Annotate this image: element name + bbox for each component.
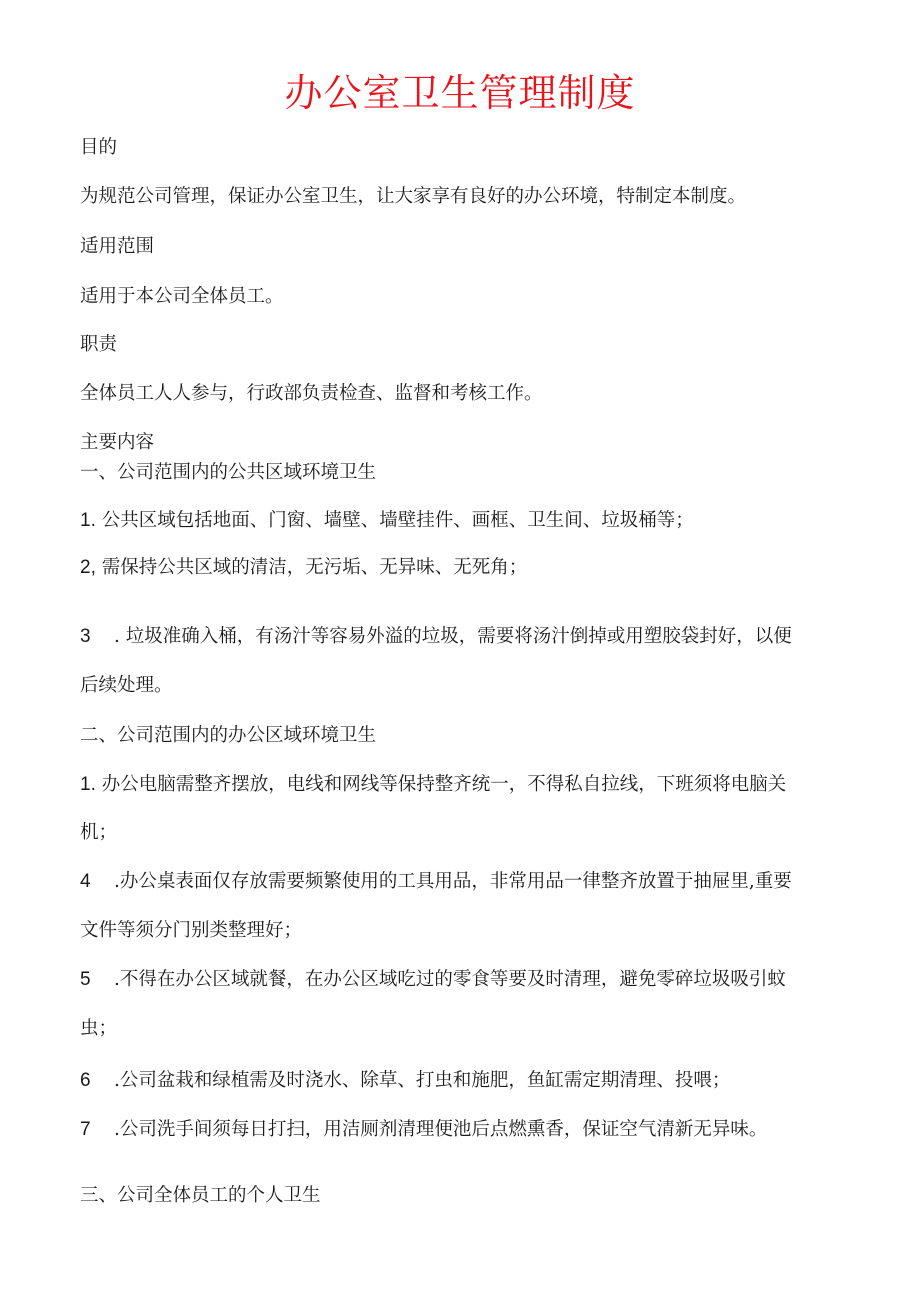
- item-text: .公司盆栽和绿植需及时浇水、除草、打虫和施肥，鱼缸需定期清理、投喂；: [114, 1070, 731, 1091]
- item-text: 公共区域包括地面、门窗、墙壁、墙壁挂件、画框、卫生间、垃圾桶等；: [101, 510, 694, 531]
- section2-item-4-continuation: 文件等须分门别类整理好；: [80, 920, 303, 941]
- document-title: 办公室卫生管理制度: [284, 71, 636, 115]
- section1-item-2: [80, 555, 860, 581]
- section1-item-1: [80, 508, 860, 534]
- section2-item-1: [80, 772, 860, 798]
- item-text: .不得在办公区域就餐，在办公区域吃过的零食等要及时清理，避免零碎垃圾吸引蚊: [114, 969, 786, 990]
- scope-text: 适用于本公司全体员工。: [80, 286, 284, 307]
- section2-item-1-continuation: 机；: [80, 822, 118, 843]
- item-number: 1.: [80, 510, 96, 531]
- section2-item-5-continuation: 虫；: [80, 1018, 118, 1039]
- section1-item-3-continuation: 后续处理。: [80, 675, 173, 696]
- item-number: 7: [80, 1119, 91, 1140]
- item-text: .公司洗手间须每日打扫，用洁厕剂清理便池后点燃熏香，保证空气清新无异味。: [114, 1119, 768, 1140]
- item-number: 5: [80, 969, 91, 990]
- item-text: .办公桌表面仅存放需要频繁使用的工具用品，非常用品一律整齐放置于抽屉里,重要: [114, 871, 792, 892]
- duty-heading: 职责: [80, 334, 118, 355]
- item-text: . 垃圾准确入桶，有汤汁等容易外溢的垃圾，需要将汤汁倒掉或用塑胶袋封好，以便: [114, 626, 792, 647]
- section2-item-4: [80, 869, 860, 895]
- section1-item-3: [80, 624, 860, 650]
- section2-item-5: [80, 967, 860, 993]
- item-text: 办公电脑需整齐摆放，电线和网线等保持整齐统一，不得私自拉线，下班须将电脑关: [101, 774, 787, 795]
- content-heading: 主要内容: [80, 432, 155, 453]
- section2-heading: 二、公司范围内的办公区域环境卫生: [80, 725, 377, 746]
- item-number: 6: [80, 1070, 91, 1091]
- item-number: 4: [80, 871, 91, 892]
- purpose-heading: 目的: [80, 137, 118, 158]
- scope-heading: 适用范围: [80, 236, 155, 257]
- purpose-text: 为规范公司管理，保证办公室卫生，让大家享有良好的办公环境，特制定本制度。: [80, 186, 747, 207]
- item-number: 3: [80, 626, 91, 647]
- section2-item-7: [80, 1117, 860, 1143]
- section1-heading: 一、公司范围内的公共区域环境卫生: [80, 462, 377, 483]
- item-text: 需保持公共区域的清洁，无污垢、无异味、无死角；: [101, 557, 528, 578]
- section2-item-6: [80, 1068, 860, 1094]
- item-number: 2,: [80, 557, 96, 578]
- section3-heading: 三、公司全体员工的个人卫生: [80, 1185, 321, 1206]
- item-number: 1.: [80, 774, 96, 795]
- duty-text: 全体员工人人参与，行政部负责检查、监督和考核工作。: [80, 383, 543, 404]
